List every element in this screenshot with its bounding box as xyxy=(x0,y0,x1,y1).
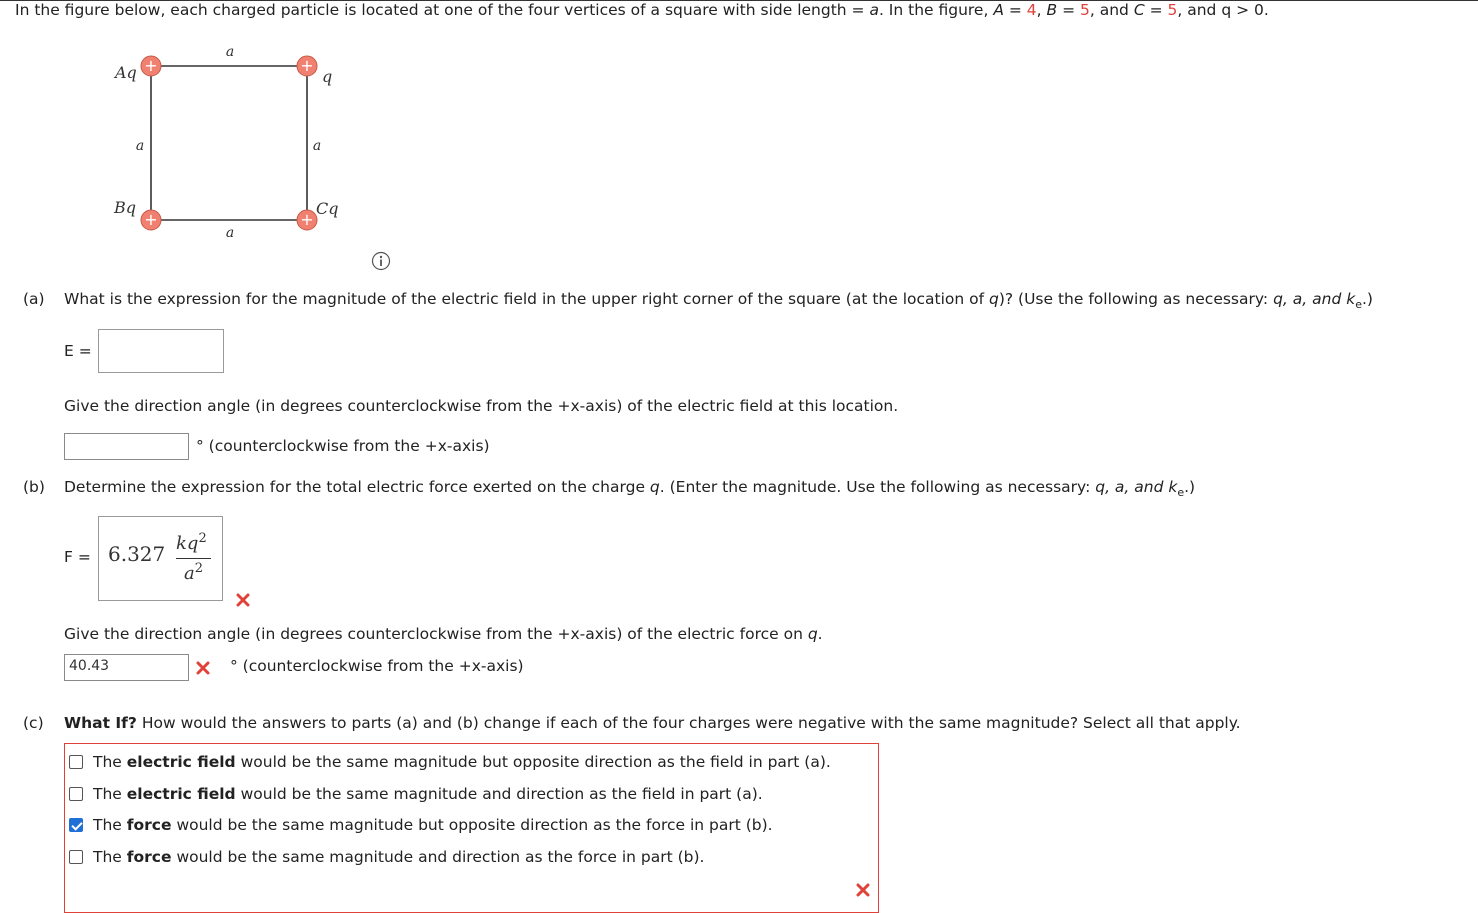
charge-tl-label: Aq xyxy=(115,63,137,82)
option-2-label: The force would be the same magnitude but opposite direction as the force in part (b). xyxy=(93,816,773,834)
top-side-label: a xyxy=(225,44,235,60)
f-angle-incorrect-icon xyxy=(195,660,211,676)
option-3-checkbox[interactable] xyxy=(69,850,83,864)
charge-tl-icon xyxy=(141,56,161,76)
charge-tr-icon xyxy=(297,56,317,76)
f-numerator: $kq^2$ xyxy=(176,531,207,554)
e-input[interactable] xyxy=(98,329,224,373)
charge-br-icon xyxy=(297,210,317,230)
f-label: F = xyxy=(64,548,91,566)
info-icon[interactable] xyxy=(371,251,391,271)
svg-text:+: + xyxy=(300,56,314,75)
e-angle-suffix: ° (counterclockwise from the +x-axis) xyxy=(196,437,490,455)
problem-intro: In the figure below, each charged particle is located at one of the four vertices of a square with side length = a. In the figure, A = 4, B = 5, and C = 5, and q > 0. xyxy=(15,1,1269,19)
e-label: E = xyxy=(64,342,92,360)
right-side-label: a xyxy=(312,138,322,154)
bottom-side-label: a xyxy=(225,225,235,240)
f-input[interactable] xyxy=(98,516,223,601)
part-c-tag: (c) xyxy=(23,714,44,732)
f-denominator: $a^2$ xyxy=(184,561,204,584)
svg-text:+: + xyxy=(144,56,158,75)
svg-text:+: + xyxy=(144,210,158,229)
f-incorrect-icon xyxy=(235,592,251,608)
option-1-checkbox[interactable] xyxy=(69,787,83,801)
square-figure xyxy=(100,40,360,240)
f-coefficient: 6.327 xyxy=(108,542,166,566)
part-b-tag: (b) xyxy=(23,478,45,496)
charge-bl-icon xyxy=(141,210,161,230)
part-c-incorrect-icon xyxy=(855,882,871,898)
left-side-label: a xyxy=(135,138,145,154)
f-angle-input[interactable]: 40.43 xyxy=(64,654,189,681)
part-a-question: What is the expression for the magnitude of the electric field in the upper right corner of the square (at the location of q)? (Use the following as necessary: q, a, and $k_e$.) xyxy=(64,290,1373,312)
charge-tr-label: q xyxy=(322,67,333,86)
option-3-label: The force would be the same magnitude and direction as the force in part (b). xyxy=(93,848,705,866)
option-0-checkbox[interactable] xyxy=(69,755,83,769)
f-angle-suffix: ° (counterclockwise from the +x-axis) xyxy=(230,657,524,675)
charge-br-label: Cq xyxy=(316,199,339,218)
part-a-tag: (a) xyxy=(23,290,45,308)
part-b-question: Determine the expression for the total electric force exerted on the charge q. (Enter the magnitude. Use the following as necessary: q, a, and $k_e$.) xyxy=(64,478,1196,500)
part-c-question: What If? How would the answers to parts (a) and (b) change if each of the four charges were negative with the same magnitude? Select all that apply. xyxy=(64,714,1241,732)
fraction-bar xyxy=(176,558,211,559)
option-1-label: The electric field would be the same magnitude and direction as the field in part (a). xyxy=(93,785,763,803)
option-0-label: The electric field would be the same magnitude but opposite direction as the field in part (a). xyxy=(93,753,831,771)
charge-bl-label: Bq xyxy=(114,198,136,217)
part-a-angle-prompt: Give the direction angle (in degrees counterclockwise from the +x-axis) of the electric field at this location. xyxy=(64,397,899,415)
part-b-angle-prompt: Give the direction angle (in degrees counterclockwise from the +x-axis) of the electric force on q. xyxy=(64,625,823,643)
option-2-checkbox[interactable] xyxy=(69,818,83,832)
svg-text:+: + xyxy=(300,210,314,229)
e-angle-input[interactable] xyxy=(64,433,189,460)
